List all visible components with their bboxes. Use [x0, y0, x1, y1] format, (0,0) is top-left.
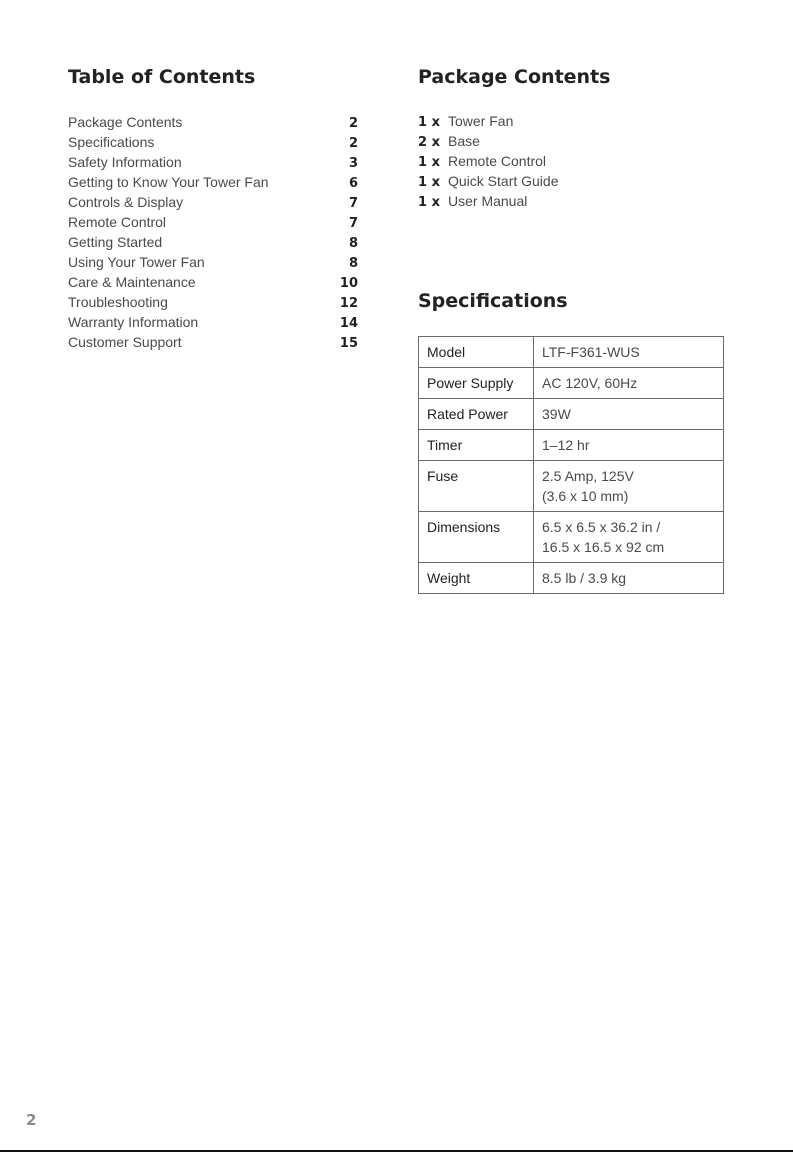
spec-row: [419, 461, 724, 512]
toc-entry-page: 3: [348, 156, 358, 171]
toc-entry-title: Specifications: [68, 134, 155, 150]
toc-heading: Table of Contents: [68, 66, 256, 88]
toc-entry[interactable]: [68, 312, 358, 332]
toc-entry-title: Getting Started: [68, 234, 163, 250]
toc-entry-title: Package Contents: [68, 114, 183, 130]
toc-entry[interactable]: [68, 192, 358, 212]
page-number: 2: [26, 1111, 37, 1129]
toc-entry-page: 8: [348, 236, 358, 251]
toc-entry-page: 8: [348, 256, 358, 271]
package-item-qty: 1 x: [418, 155, 440, 170]
toc-entry[interactable]: [68, 332, 358, 352]
toc-entry-page: 2: [348, 116, 358, 131]
toc-entry-page: 15: [339, 336, 358, 351]
package-item-name: Base: [448, 133, 480, 149]
spec-row: [419, 430, 724, 461]
spec-value: 8.5 lb / 3.9 kg: [534, 563, 724, 594]
package-contents-heading: Package Contents: [418, 66, 611, 88]
toc-entry-page: 2: [348, 136, 358, 151]
toc-entry[interactable]: [68, 112, 358, 132]
package-item: [418, 171, 559, 191]
spec-row: [419, 337, 724, 368]
spec-label: Model: [419, 337, 534, 368]
spec-row: [419, 512, 724, 563]
toc-entry-title: Warranty Information: [68, 314, 199, 330]
toc-entry[interactable]: [68, 292, 358, 312]
spec-value: 1–12 hr: [534, 430, 724, 461]
spec-row: [419, 563, 724, 594]
package-contents-list: [418, 111, 559, 211]
package-item-name: Remote Control: [448, 153, 547, 169]
package-item: [418, 191, 559, 211]
spec-label: Weight: [419, 563, 534, 594]
toc-entry-page: 6: [348, 176, 358, 191]
toc-entry-page: 14: [339, 316, 358, 331]
toc-entry[interactable]: [68, 152, 358, 172]
toc-entry[interactable]: [68, 132, 358, 152]
toc-entry-page: 7: [348, 196, 358, 211]
toc-entry[interactable]: [68, 232, 358, 252]
spec-row: [419, 368, 724, 399]
toc-entry[interactable]: [68, 272, 358, 292]
spec-label: Timer: [419, 430, 534, 461]
spec-label: Power Supply: [419, 368, 534, 399]
spec-value: LTF-F361-WUS: [534, 337, 724, 368]
spec-value: 6.5 x 6.5 x 36.2 in / 16.5 x 16.5 x 92 cm: [534, 512, 724, 563]
spec-value: 39W: [534, 399, 724, 430]
spec-label: Rated Power: [419, 399, 534, 430]
toc-entry-title: Remote Control: [68, 214, 167, 230]
spec-value: 2.5 Amp, 125V (3.6 x 10 mm): [534, 461, 724, 512]
specifications-heading: Specifications: [418, 290, 568, 312]
toc-entry-page: 7: [348, 216, 358, 231]
toc-entry-title: Customer Support: [68, 334, 182, 350]
package-item-qty: 1 x: [418, 195, 440, 210]
toc-entry[interactable]: [68, 172, 358, 192]
toc-entry-page: 12: [339, 296, 358, 311]
package-item-qty: 1 x: [418, 175, 440, 190]
package-item: [418, 131, 559, 151]
spec-label: Dimensions: [419, 512, 534, 563]
toc-entry-title: Care & Maintenance: [68, 274, 196, 290]
toc-entry-title: Controls & Display: [68, 194, 184, 210]
package-item: [418, 151, 559, 171]
toc-entry-title: Safety Information: [68, 154, 182, 170]
spec-row: [419, 399, 724, 430]
bottom-rule: [0, 1150, 793, 1152]
package-item-name: User Manual: [448, 193, 528, 209]
toc-entry-title: Troubleshooting: [68, 294, 168, 310]
toc-entry-page: 10: [339, 276, 358, 291]
toc-entry[interactable]: [68, 252, 358, 272]
package-item-qty: 1 x: [418, 115, 440, 130]
toc-entry-title: Getting to Know Your Tower Fan: [68, 174, 269, 190]
package-item-name: Tower Fan: [448, 113, 514, 129]
specifications-table: [418, 336, 724, 594]
package-item-qty: 2 x: [418, 135, 440, 150]
toc-list: [68, 112, 358, 352]
spec-value: AC 120V, 60Hz: [534, 368, 724, 399]
toc-entry[interactable]: [68, 212, 358, 232]
toc-entry-title: Using Your Tower Fan: [68, 254, 205, 270]
spec-label: Fuse: [419, 461, 534, 512]
package-item-name: Quick Start Guide: [448, 173, 559, 189]
package-item: [418, 111, 559, 131]
